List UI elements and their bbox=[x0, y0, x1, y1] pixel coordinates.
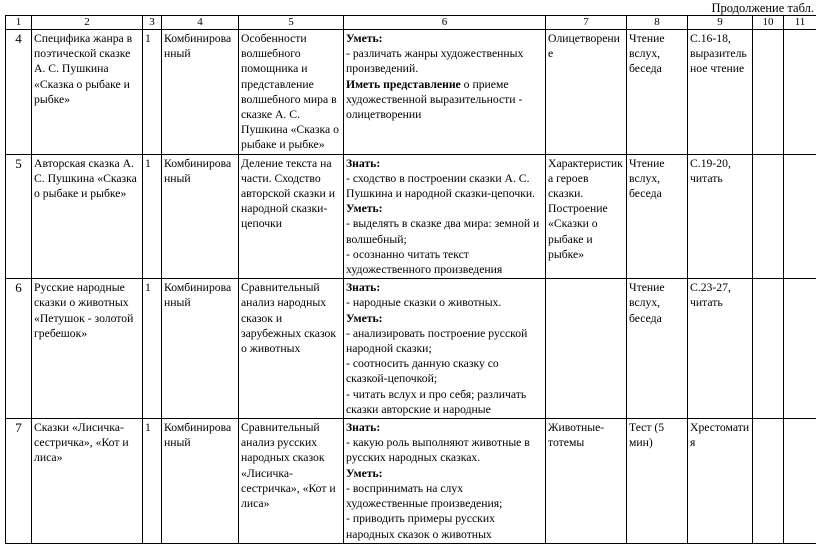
control-cell: Чтение вслух, беседа bbox=[627, 30, 688, 155]
lesson-content-cell: Сравнительный анализ народных сказок и зарубежных сказок о животных bbox=[239, 279, 344, 419]
requirement-text: - выделять в сказке два мира: земной и волшебный; bbox=[346, 217, 540, 246]
homework-cell: С.19-20, читать bbox=[688, 154, 753, 279]
row-number-cell: 4 bbox=[6, 30, 32, 155]
requirement-label: Знать: bbox=[346, 281, 381, 295]
row-number-cell: 7 bbox=[6, 419, 32, 544]
requirement-label: Уметь: bbox=[346, 466, 383, 480]
empty-cell-11 bbox=[784, 419, 816, 544]
requirement-line bbox=[346, 77, 543, 123]
empty-cell-11 bbox=[784, 154, 816, 279]
column-number-11: 11 bbox=[784, 16, 816, 30]
requirement-line bbox=[346, 511, 543, 541]
lesson-plan-table bbox=[5, 15, 816, 544]
requirement-label: Знать: bbox=[346, 156, 381, 170]
lesson-topic-cell: Сказки «Лисичка-сестричка», «Кот и лиса» bbox=[32, 419, 143, 544]
empty-cell-10 bbox=[753, 279, 784, 419]
requirement-text: - соотносить данную сказку со сказкой-цепочкой; bbox=[346, 357, 499, 386]
column-number-9: 9 bbox=[688, 16, 753, 30]
lesson-type-cell: Комбинированный bbox=[162, 279, 239, 419]
table-row bbox=[6, 279, 816, 419]
lesson-topic-cell: Специфика жанра в поэтической сказке А. С. Пушкина «Сказка о рыбаке и рыбке» bbox=[32, 30, 143, 155]
requirement-line bbox=[346, 201, 543, 216]
requirement-line bbox=[346, 295, 543, 310]
requirement-line bbox=[346, 46, 543, 76]
empty-cell-10 bbox=[753, 154, 784, 279]
column-number-10: 10 bbox=[753, 16, 784, 30]
lesson-content-cell: Сравнительный анализ русских народных сказок «Лисичка-сестричка», «Кот и лиса» bbox=[239, 419, 344, 544]
requirement-line bbox=[346, 31, 543, 46]
homework-cell: С.23-27, читать bbox=[688, 279, 753, 419]
empty-cell-10 bbox=[753, 419, 784, 544]
lesson-type-cell: Комбинированный bbox=[162, 419, 239, 544]
hours-cell: 1 bbox=[143, 279, 162, 419]
column-number-2: 2 bbox=[32, 16, 143, 30]
requirement-text: - осознанно читать текст художественного произведения bbox=[346, 247, 503, 277]
requirement-line bbox=[346, 387, 543, 417]
requirement-label: Знать: bbox=[346, 421, 381, 435]
row-number-cell: 5 bbox=[6, 154, 32, 279]
lesson-type-cell: Комбинированный bbox=[162, 154, 239, 279]
requirement-text: - какую роль выполняют животные в русских народных сказках. bbox=[346, 436, 530, 465]
table-row bbox=[6, 419, 816, 544]
column-number-8: 8 bbox=[627, 16, 688, 30]
table-caption: Продолжение табл. bbox=[711, 1, 814, 15]
homework-cell: С.16-18, выразительное чтение bbox=[688, 30, 753, 155]
requirement-line bbox=[346, 280, 543, 295]
row-number-cell: 6 bbox=[6, 279, 32, 419]
lesson-type-cell: Комбинированный bbox=[162, 30, 239, 155]
requirement-text: - народные сказки о животных. bbox=[346, 296, 502, 310]
terms-cell bbox=[546, 279, 627, 419]
requirement-text: - анализировать построение русской народной сказки; bbox=[346, 326, 528, 356]
lesson-topic-cell: Русские народные сказки о животных «Петушок - золотой гребешок» bbox=[32, 279, 143, 419]
hours-cell: 1 bbox=[143, 30, 162, 155]
requirement-label: Уметь: bbox=[346, 32, 383, 45]
column-number-3: 3 bbox=[143, 16, 162, 30]
column-number-row bbox=[6, 16, 816, 30]
column-number-6: 6 bbox=[344, 16, 546, 30]
requirement-line bbox=[346, 435, 543, 465]
requirements-cell bbox=[344, 419, 546, 544]
table-row bbox=[6, 154, 816, 279]
requirement-line bbox=[346, 216, 543, 246]
requirement-line bbox=[346, 247, 543, 277]
requirements-cell bbox=[344, 30, 546, 155]
requirement-label: Иметь представление bbox=[346, 77, 461, 91]
requirement-line bbox=[346, 356, 543, 386]
lesson-content-cell: Деление текста на части. Сходство авторской сказки и народной сказки-цепочки bbox=[239, 154, 344, 279]
hours-cell: 1 bbox=[143, 419, 162, 544]
requirement-text: - различать жанры художественных произведений. bbox=[346, 47, 524, 76]
requirements-cell bbox=[344, 279, 546, 419]
control-cell: Тест (5 мин) bbox=[627, 419, 688, 544]
empty-cell-10 bbox=[753, 30, 784, 155]
lesson-topic-cell: Авторская сказка А. С. Пушкина «Сказка о рыбаке и рыбке» bbox=[32, 154, 143, 279]
requirement-text: - приводить примеры русских народных сказок о животных bbox=[346, 512, 495, 541]
table-row bbox=[6, 30, 816, 155]
empty-cell-11 bbox=[784, 30, 816, 155]
requirements-cell bbox=[344, 154, 546, 279]
requirement-line bbox=[346, 311, 543, 326]
lesson-content-cell: Особенности волшебного помощника и представление волшебного мира в сказке А. С. Пушкина «Сказка о рыбаке и рыбке» bbox=[239, 30, 344, 155]
control-cell: Чтение вслух, беседа bbox=[627, 279, 688, 419]
hours-cell: 1 bbox=[143, 154, 162, 279]
control-cell: Чтение вслух, беседа bbox=[627, 154, 688, 279]
requirement-text: - воспринимать на слух художественные произведения; bbox=[346, 481, 503, 511]
requirement-line bbox=[346, 156, 543, 171]
column-number-4: 4 bbox=[162, 16, 239, 30]
requirement-label: Уметь: bbox=[346, 202, 383, 216]
column-number-5: 5 bbox=[239, 16, 344, 30]
requirement-line bbox=[346, 420, 543, 435]
terms-cell: Характеристика героев сказки. Построение «Сказки о рыбаке и рыбке» bbox=[546, 154, 627, 279]
requirement-text: - сходство в построении сказки А. С. Пушкина и народной сказки-цепочки. bbox=[346, 171, 536, 201]
requirement-text: о приеме художественной выразительности - олицетворении bbox=[346, 77, 523, 122]
column-number-1: 1 bbox=[6, 16, 32, 30]
requirement-line bbox=[346, 171, 543, 201]
empty-cell-11 bbox=[784, 279, 816, 419]
requirement-line bbox=[346, 481, 543, 511]
column-number-7: 7 bbox=[546, 16, 627, 30]
requirement-label: Уметь: bbox=[346, 311, 383, 325]
terms-cell: Животные-тотемы bbox=[546, 419, 627, 544]
homework-cell: Хрестоматия bbox=[688, 419, 753, 544]
terms-cell: Олицетворение bbox=[546, 30, 627, 155]
requirement-line bbox=[346, 326, 543, 356]
requirement-text: - читать вслух и про себя; различать сказки авторские и народные bbox=[346, 387, 527, 416]
requirement-line bbox=[346, 466, 543, 481]
